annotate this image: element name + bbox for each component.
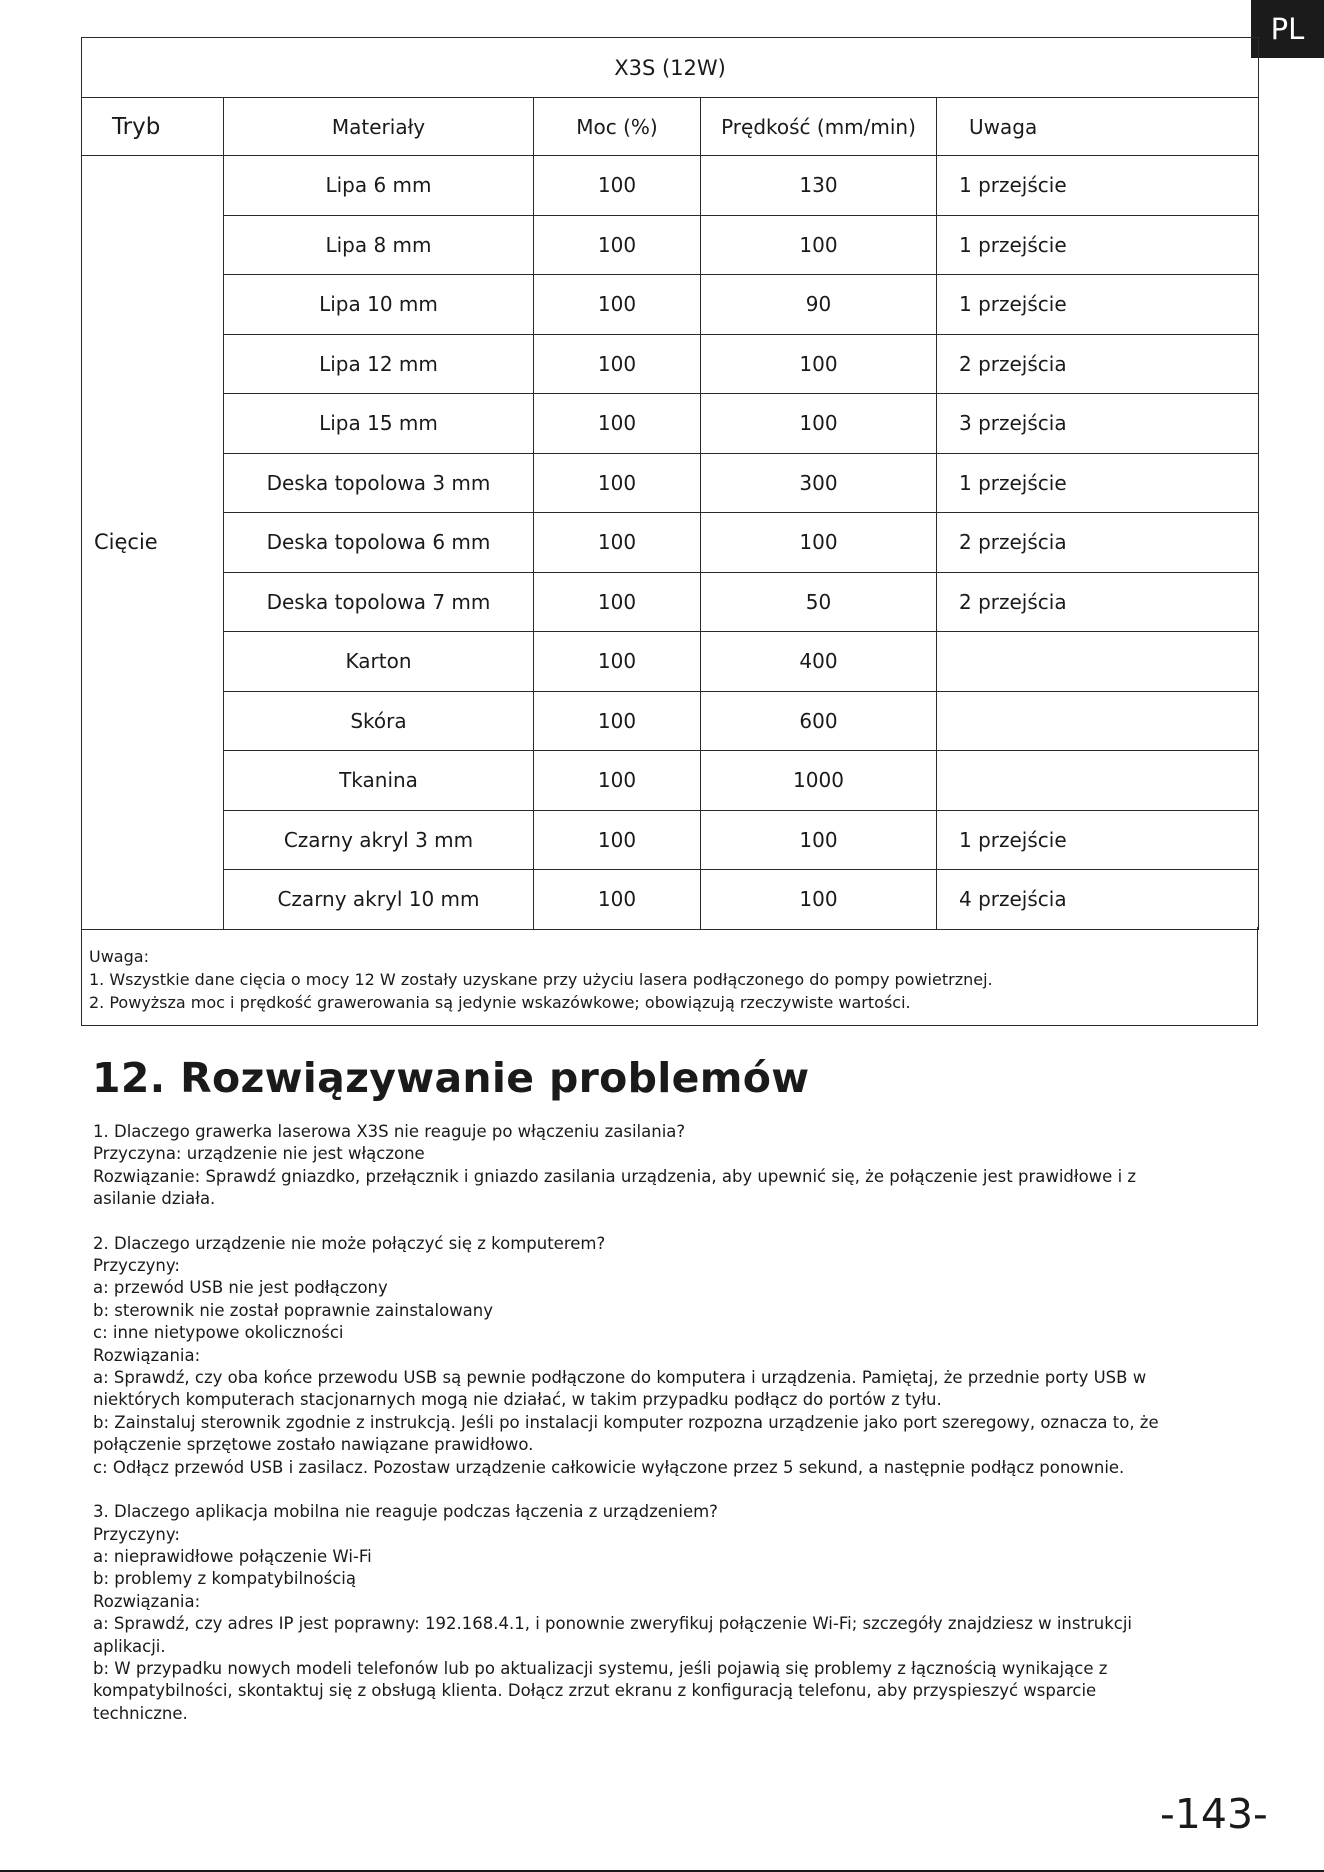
faq-text-line: niektórych komputerach stacjonarnych mogą nie działać, w takim przypadku podłącz do portów z tyłu. <box>93 1390 942 1410</box>
note-cell <box>937 751 1259 811</box>
faq-text-line: a: nieprawidłowe połączenie Wi-Fi <box>93 1546 372 1566</box>
speed-cell: 300 <box>701 453 937 513</box>
material-cell: Deska topolowa 7 mm <box>224 572 534 632</box>
power-cell: 100 <box>534 215 701 275</box>
table-row <box>82 691 1259 751</box>
page-number: -143- <box>1160 1790 1268 1838</box>
speed-cell: 1000 <box>701 751 937 811</box>
table-notes <box>81 927 1258 1026</box>
note-cell: 3 przejścia <box>937 394 1259 454</box>
faq-item <box>93 1501 1243 1725</box>
table-note-line: 1. Wszystkie dane cięcia o mocy 12 W zostały uzyskane przy użyciu lasera podłączonego do pompy powietrznej. <box>89 970 993 989</box>
faq-text-line: Przyczyny: <box>93 1256 180 1276</box>
table-row <box>82 870 1259 930</box>
faq-text-line: a: przewód USB nie jest podłączony <box>93 1278 388 1298</box>
power-cell: 100 <box>534 751 701 811</box>
material-cell: Karton <box>224 632 534 692</box>
material-cell: Deska topolowa 3 mm <box>224 453 534 513</box>
material-cell: Skóra <box>224 691 534 751</box>
material-cell: Deska topolowa 6 mm <box>224 513 534 573</box>
table-row <box>82 572 1259 632</box>
faq-text-line: kompatybilności, skontaktuj się z obsługą klienta. Dołącz zrzut ekranu z konfiguracją telefonu, aby przyspieszyć wsparcie <box>93 1681 1097 1701</box>
power-cell: 100 <box>534 275 701 335</box>
column-header-speed: Prędkość (mm/min) <box>701 98 937 156</box>
note-cell: 1 przejście <box>937 453 1259 513</box>
note-cell: 2 przejścia <box>937 513 1259 573</box>
faq-text-line: techniczne. <box>93 1703 188 1723</box>
speed-cell: 90 <box>701 275 937 335</box>
material-cell: Lipa 12 mm <box>224 334 534 394</box>
material-cell: Lipa 6 mm <box>224 156 534 216</box>
faq-question: 1. Dlaczego grawerka laserowa X3S nie reaguje po włączeniu zasilania? <box>93 1122 686 1141</box>
table-title-row <box>82 38 1259 98</box>
material-cell: Lipa 8 mm <box>224 215 534 275</box>
power-cell: 100 <box>534 334 701 394</box>
faq-text-line: a: Sprawdź, czy oba końce przewodu USB są pewnie podłączone do komputera i urządzenia. Pamiętaj, że przednie porty USB w <box>93 1368 1147 1388</box>
table-body <box>82 156 1259 930</box>
note-cell: 4 przejścia <box>937 870 1259 930</box>
power-cell: 100 <box>534 810 701 870</box>
table-header-row <box>82 98 1259 156</box>
speed-cell: 100 <box>701 870 937 930</box>
column-header-mode: Tryb <box>82 98 224 156</box>
note-cell: 2 przejścia <box>937 572 1259 632</box>
power-cell: 100 <box>534 870 701 930</box>
faq-question: 2. Dlaczego urządzenie nie może połączyć się z komputerem? <box>93 1233 606 1253</box>
column-header-power: Moc (%) <box>534 98 701 156</box>
faq-text-line: asilanie działa. <box>93 1189 216 1209</box>
note-cell <box>937 691 1259 751</box>
table-row <box>82 215 1259 275</box>
cutting-settings-table <box>81 37 1259 930</box>
faq-item <box>93 1233 1243 1479</box>
faq-text-line: Przyczyna: urządzenie nie jest włączone <box>93 1144 425 1164</box>
mode-cell: Cięcie <box>82 156 224 930</box>
faq-text-line: b: problemy z kompatybilnością <box>93 1569 356 1589</box>
material-cell: Lipa 15 mm <box>224 394 534 454</box>
speed-cell: 600 <box>701 691 937 751</box>
table-row <box>82 810 1259 870</box>
faq-text-line: b: W przypadku nowych modeli telefonów lub po aktualizacji systemu, jeśli pojawią się problemy z łącznością wynikające z <box>93 1658 1108 1678</box>
power-cell: 100 <box>534 156 701 216</box>
faq-text-line: c: Odłącz przewód USB i zasilacz. Pozostaw urządzenie całkowicie wyłączone przez 5 sekund, a następnie podłącz ponownie. <box>93 1457 1125 1477</box>
note-cell: 1 przejście <box>937 156 1259 216</box>
note-cell <box>937 632 1259 692</box>
faq-text-line: Rozwiązanie: Sprawdź gniazdko, przełącznik i gniazdo zasilania urządzenia, aby upewnić się, że połączenie jest prawidłowe i z <box>93 1166 1137 1186</box>
table-row <box>82 453 1259 513</box>
note-cell: 2 przejścia <box>937 334 1259 394</box>
speed-cell: 100 <box>701 394 937 454</box>
faq-text-line: aplikacji. <box>93 1636 166 1656</box>
material-cell: Czarny akryl 3 mm <box>224 810 534 870</box>
faq-text-line: Rozwiązania: <box>93 1591 201 1611</box>
faq-text-line: b: sterownik nie został poprawnie zainstalowany <box>93 1300 494 1320</box>
faq-item <box>93 1121 1243 1211</box>
column-header-material: Materiały <box>224 98 534 156</box>
power-cell: 100 <box>534 691 701 751</box>
speed-cell: 100 <box>701 513 937 573</box>
note-cell: 1 przejście <box>937 275 1259 335</box>
faq-text-line: Rozwiązania: <box>93 1345 201 1365</box>
table-note-line: 2. Powyższa moc i prędkość grawerowania są jedynie wskazówkowe; obowiązują rzeczywiste wartości. <box>89 993 911 1012</box>
troubleshooting-faq <box>93 1121 1243 1747</box>
table-title: X3S (12W) <box>82 38 1259 98</box>
power-cell: 100 <box>534 572 701 632</box>
material-cell: Czarny akryl 10 mm <box>224 870 534 930</box>
speed-cell: 100 <box>701 810 937 870</box>
faq-text-line: b: Zainstaluj sterownik zgodnie z instrukcją. Jeśli po instalacji komputer rozpozna urządzenie jako port szeregowy, oznacza to, że <box>93 1412 1159 1432</box>
power-cell: 100 <box>534 453 701 513</box>
section-title: 12. Rozwiązywanie problemów <box>92 1054 810 1102</box>
table-row <box>82 394 1259 454</box>
table-row <box>82 513 1259 573</box>
power-cell: 100 <box>534 513 701 573</box>
faq-text-line: Przyczyny: <box>93 1524 180 1544</box>
faq-text-line: c: inne nietypowe okoliczności <box>93 1323 344 1343</box>
note-cell: 1 przejście <box>937 215 1259 275</box>
table-row <box>82 334 1259 394</box>
table-notes-heading: Uwaga: <box>89 947 149 966</box>
power-cell: 100 <box>534 394 701 454</box>
material-cell: Tkanina <box>224 751 534 811</box>
note-cell: 1 przejście <box>937 810 1259 870</box>
table-row <box>82 275 1259 335</box>
table-row <box>82 751 1259 811</box>
speed-cell: 400 <box>701 632 937 692</box>
table-row <box>82 156 1259 216</box>
speed-cell: 50 <box>701 572 937 632</box>
column-header-note: Uwaga <box>937 98 1259 156</box>
faq-text-line: połączenie sprzętowe zostało nawiązane prawidłowo. <box>93 1435 534 1455</box>
language-badge: PL <box>1251 0 1324 58</box>
speed-cell: 100 <box>701 215 937 275</box>
speed-cell: 130 <box>701 156 937 216</box>
table-row <box>82 632 1259 692</box>
material-cell: Lipa 10 mm <box>224 275 534 335</box>
faq-text-line: a: Sprawdź, czy adres IP jest poprawny: 192.168.4.1, i ponownie zweryfikuj połączenie Wi-Fi; szczegóły znajdziesz w instrukcji <box>93 1614 1132 1634</box>
faq-question: 3. Dlaczego aplikacja mobilna nie reaguje podczas łączenia z urządzeniem? <box>93 1502 718 1522</box>
speed-cell: 100 <box>701 334 937 394</box>
power-cell: 100 <box>534 632 701 692</box>
